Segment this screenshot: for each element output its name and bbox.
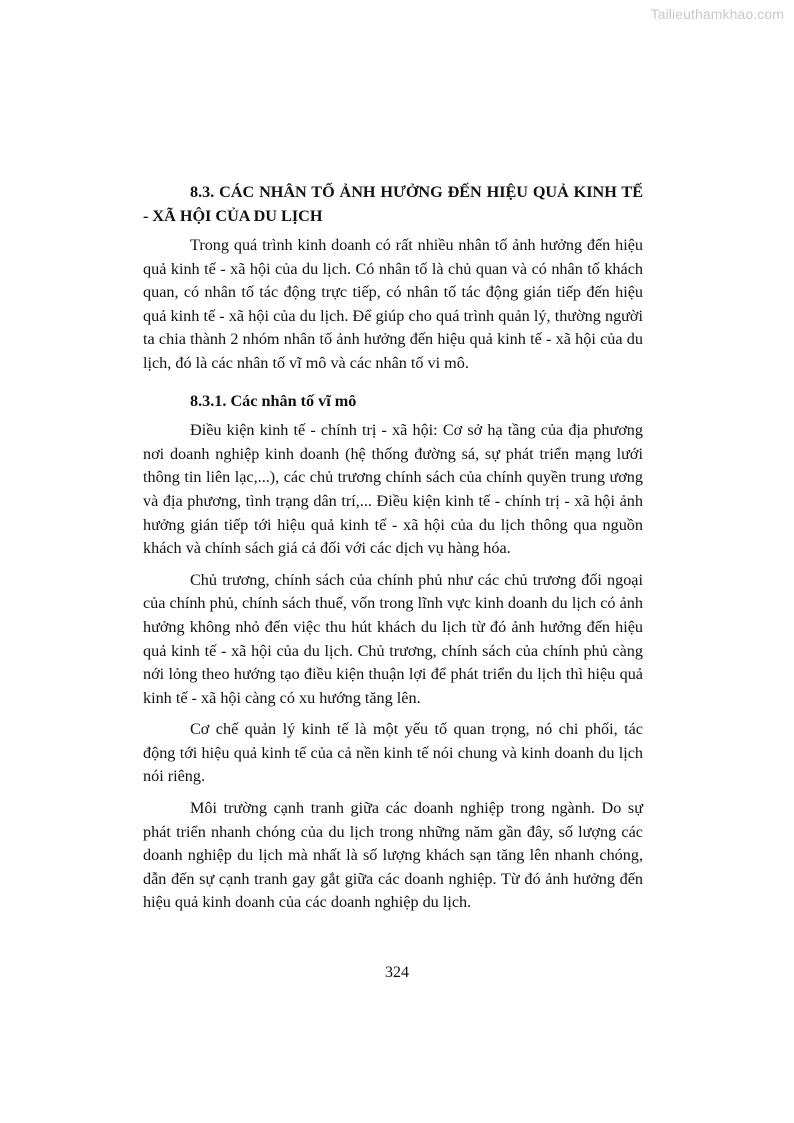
paragraph-management-mechanism: Cơ chế quản lý kinh tế là một yếu tố quan trọng, nó chi phối, tác động tới hiệu quả kinh tế của cả nền kinh tế nói chung và kinh doanh du lịch nói riêng.	[143, 720, 643, 786]
watermark: Tailieuthamkhao.com	[650, 6, 784, 22]
section-heading: 8.3. CÁC NHÂN TỐ ẢNH HƯỞNG ĐẾN HIỆU QUẢ KINH TẾ - XÃ HỘI CỦA DU LỊCH	[143, 183, 643, 225]
page-number: 324	[385, 964, 409, 981]
paragraph-economic-conditions: Điều kiện kinh tế - chính trị - xã hội: Cơ sở hạ tầng của địa phương nơi doanh nghiệp kinh doanh (hệ thống đường sá, sự phát triển mạng lưới thông tin liên lạc,...), các chủ trương chính sách của chính quyền trung ương và địa phương, tình trạng dân trí,... Điều kiện kinh tế - chính trị - xã hội ảnh hưởng gián tiếp tới hiệu quả kinh tế - xã hội của du lịch thông qua nguồn khách và chính sách giá cả đối với các dịch vụ hàng hóa.	[143, 421, 643, 558]
document-page	[143, 180, 643, 923]
paragraph-competition: Môi trường cạnh tranh giữa các doanh nghiệp trong ngành. Do sự phát triển nhanh chóng của du lịch trong những năm gần đây, số lượng các doanh nghiệp du lịch mà nhất là số lượng khách sạn tăng lên nhanh chóng, dẫn đến sự cạnh tranh gay gắt giữa các doanh nghiệp. Từ đó ảnh hưởng đến hiệu quả kinh doanh của các doanh nghiệp du lịch.	[143, 799, 643, 912]
subsection-heading: 8.3.1. Các nhân tố vĩ mô	[190, 391, 357, 410]
intro-paragraph: Trong quá trình kinh doanh có rất nhiều nhân tố ảnh hưởng đến hiệu quả kinh tế - xã hội của du lịch. Có nhân tố là chủ quan và có nhân tố khách quan, có nhân tố tác động trực tiếp, có nhân tố tác động gián tiếp đến hiệu quả kinh tế - xã hội của du lịch. Để giúp cho quá trình quản lý, thường người ta chia thành 2 nhóm nhân tố ảnh hưởng đến hiệu quả kinh tế - xã hội của du lịch, đó là các nhân tố vĩ mô và các nhân tố vi mô.	[143, 236, 643, 372]
paragraph-government-policy: Chủ trương, chính sách của chính phủ như các chủ trương đối ngoại của chính phủ, chính sách thuế, vốn trong lĩnh vực kinh doanh du lịch có ảnh hưởng không nhỏ đến việc thu hút khách du lịch từ đó ảnh hưởng đến hiệu quả kinh tế - xã hội của du lịch. Chủ trương, chính sách của chính phủ càng nới lỏng theo hướng tạo điều kiện thuận lợi để phát triển du lịch thì hiệu quả kinh tế - xã hội càng có xu hướng tăng lên.	[143, 570, 643, 707]
